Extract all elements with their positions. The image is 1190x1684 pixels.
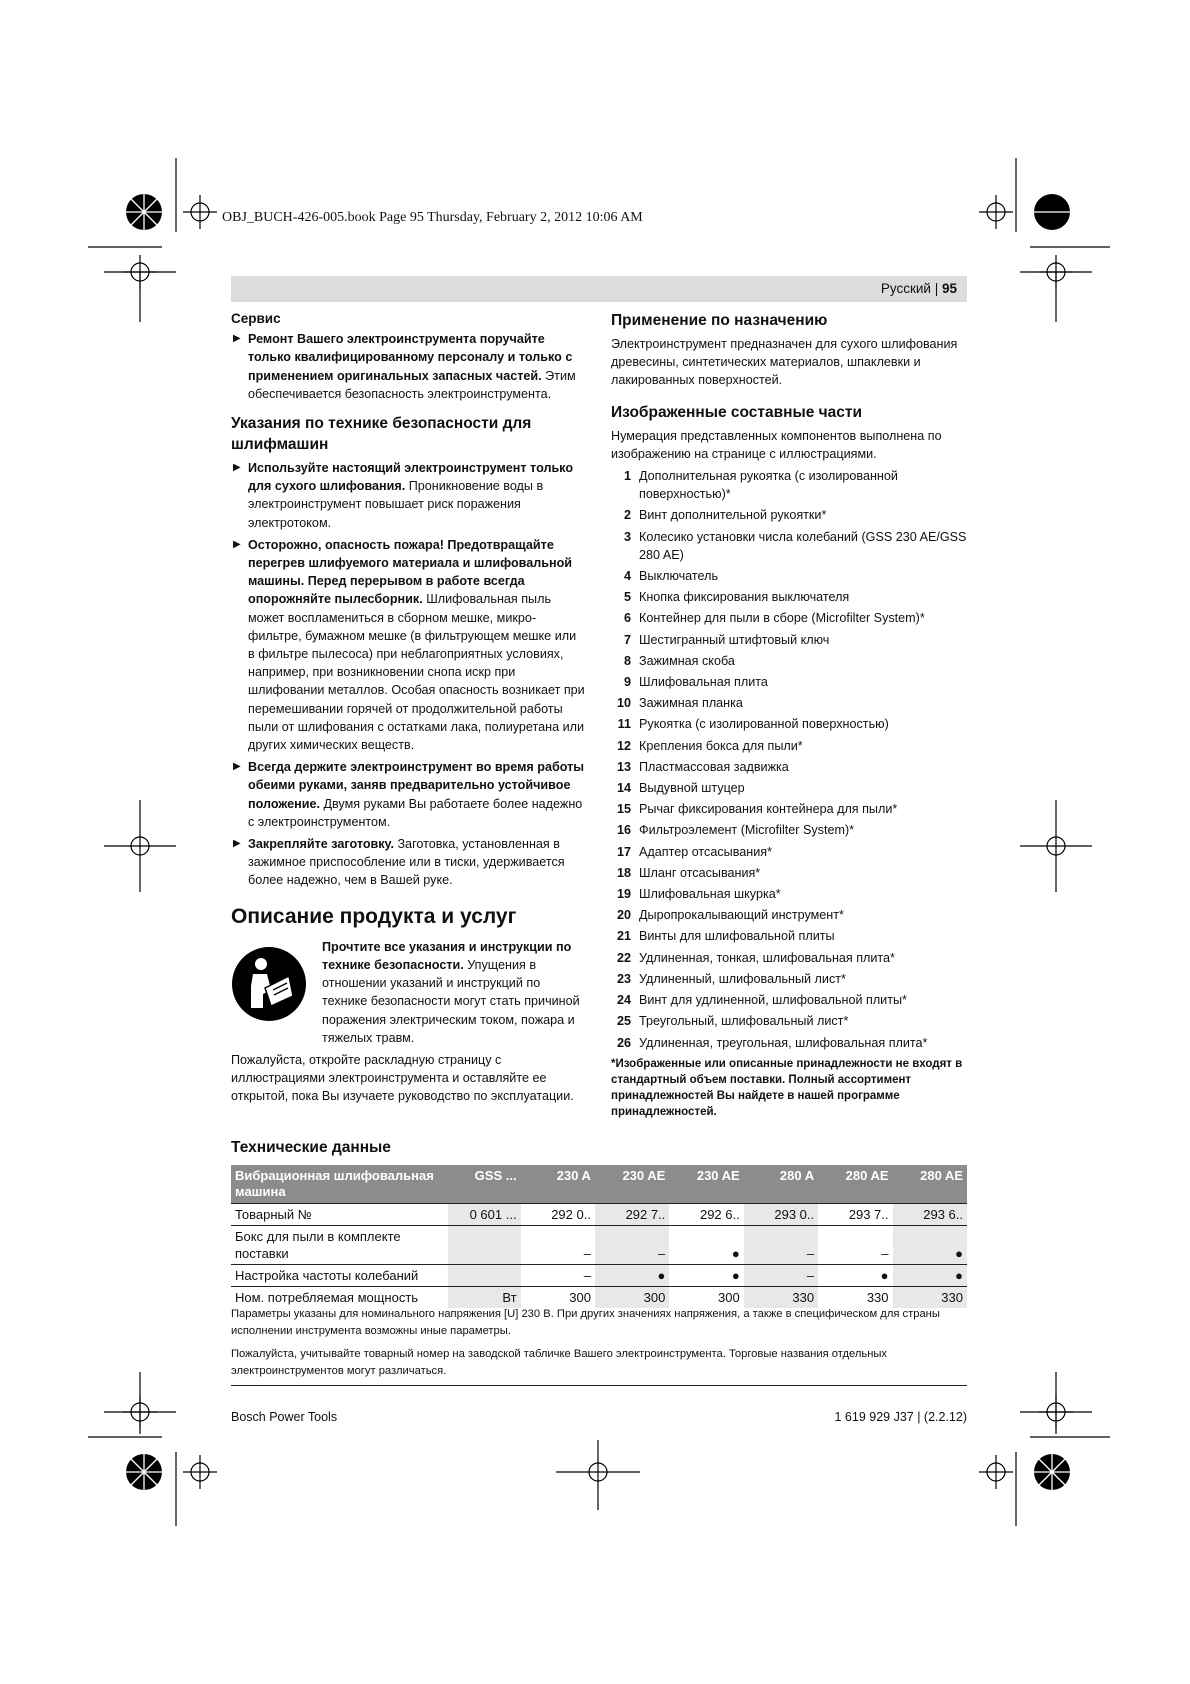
table-cell: 300 [595,1287,669,1309]
table-header: 230 AE [595,1165,669,1204]
service-bold: Ремонт Вашего электроинструмента поручайте только квалифицированному персоналу и только с применением оригинальных запасных частей. [248,332,573,383]
accessories-footnote: *Изображенные или описанные принадлежности не входят в стандартный объем поставки. Полный ассортимент принадлежностей Вы найдете в нашей программе принадлежностей. [611,1057,963,1118]
table-cell: – [521,1226,595,1265]
table-header: Вибрационная шлифовальная машина [231,1165,448,1204]
table-row [231,1226,967,1265]
safety-rest: Заготовка, установленная в зажимное приспособление или в тиски, удерживается более надежно, чем в Вашей руке. [248,837,565,888]
table-cell: 293 0.. [744,1204,818,1226]
table-cell: – [744,1226,818,1265]
service-rest: Этим обеспечивается безопасность электроинструмента. [248,368,576,401]
table-cell [448,1265,520,1287]
list-item: 20 Дыропрокалывающий инструмент* [616,908,844,923]
components-intro: Нумерация представленных компонентов выполнена по изображению на странице с иллюстрациями. [611,428,942,461]
table-cell: – [521,1265,595,1287]
table-cell: ● [669,1226,743,1265]
list-item: 10 Зажимная планка [616,696,743,711]
safety-rest: Двумя руками Вы работаете более надежно с электроинструментом. [248,796,583,829]
list-item: 11 Рукоятка (с изолированной поверхностью) [617,717,889,732]
components-title: Изображенные составные части [611,403,863,421]
list-item: 13 Пластмассовая задвижка [616,759,789,774]
list-item: 14 Выдувной штуцер [616,781,745,796]
tech-data-title: Технические данные [231,1139,391,1156]
page-number: 95 [941,281,957,296]
table-header: 230 AE [669,1165,743,1204]
table-cell: 300 [669,1287,743,1309]
table-row [231,1204,967,1226]
table-cell [448,1226,520,1265]
table-header: 280 AE [818,1165,892,1204]
list-item: 17 Адаптер отсасывания* [616,844,772,859]
table-cell: ● [669,1265,743,1287]
product-title: Описание продукта и услуг [231,904,517,928]
language-label: Русский [880,281,931,296]
page-label: Русский | 95 [880,281,957,296]
list-item: 21 Винты для шлифовальной плиты [616,929,835,944]
table-cell: – [744,1265,818,1287]
bullet-triangle-icon: ▶ [233,538,241,550]
list-item: 25 Треугольный, шлифовальный лист* [616,1014,849,1029]
table-row [231,1287,967,1309]
list-item: 9 Шлифовальная плита [623,675,768,690]
warning-rest: Упущения в отношении указаний и инструкций по технике безопасности могут стать причиной поражения электрическим током, пожара и тяжелых травм. [322,957,580,1045]
list-item: 5 Кнопка фиксирования выключателя [623,590,850,605]
table-cell: ● [893,1265,967,1287]
table-cell: 292 0.. [521,1204,595,1226]
list-item: 26 Удлиненная, треугольная, шлифовальная плита* [616,1035,928,1050]
table-cell: ● [818,1265,892,1287]
row-label: Настройка частоты колебаний [231,1265,448,1287]
safety-bullet [231,536,586,754]
footer-brand: Bosch Power Tools [231,1410,338,1424]
safety-title: Указания по технике безопасности для шлифмашин [231,415,532,454]
table-cell: 300 [521,1287,595,1309]
warning-bold: Прочтите все указания и инструкции по технике безопасности. [322,939,572,972]
list-item: 22 Удлиненная, тонкая, шлифовальная плита* [616,950,895,965]
safety-bold: Осторожно, опасность пожара! Предотвращайте перегрев шлифуемого материала и шлифовальной машины. Перед перерывом в работе всегда опорожняйте пылесборник. [248,537,573,607]
row-label: Ном. потребляемая мощность [231,1287,448,1309]
list-item: 12 Крепления бокса для пыли* [616,738,803,753]
safety-bold: Закрепляйте заготовку. [248,837,394,852]
list-item: 1 Дополнительная рукоятка (с изолированной поверхностью)* [623,469,898,502]
table-cell: 0 601 ... [448,1204,520,1226]
read-instructions-warning [231,938,586,1047]
bullet-triangle-icon: ▶ [233,838,241,850]
list-item: 2 Винт дополнительной рукоятки* [623,508,827,523]
safety-bold: Всегда держите электроинструмент во время работы обеими руками, заняв предварительно устойчивое положение. [248,760,585,811]
read-manual-icon [231,946,307,1022]
fold-out-note: Пожалуйста, откройте раскладную страницу с иллюстрациями электроинструмента и оставляйте ее открытой, пока Вы изучаете руководство по эксплуатации. [231,1052,574,1104]
table-header-row [231,1165,967,1204]
list-item: 8 Зажимная скоба [623,653,735,668]
safety-bullet [231,459,586,532]
components-list [611,467,967,1052]
table-cell: – [818,1226,892,1265]
table-row [231,1265,967,1287]
table-cell: 330 [744,1287,818,1309]
list-item: 16 Фильтроэлемент (Microfilter System)* [616,823,855,838]
safety-bullet [231,835,586,890]
table-cell: 330 [893,1287,967,1309]
list-item: 4 Выключатель [623,569,719,584]
table-cell: ● [893,1226,967,1265]
bullet-triangle-icon: ▶ [233,333,241,345]
service-title: Сервис [231,311,281,326]
tech-data-table [231,1165,967,1308]
list-item: 7 Шестигранный штифтовый ключ [623,632,830,647]
table-cell: 292 7.. [595,1204,669,1226]
row-label: Бокс для пыли в комплекте поставки [231,1226,448,1265]
table-header: GSS ... [448,1165,520,1204]
list-item: 6 Контейнер для пыли в сборе (Microfilter System)* [623,611,925,626]
bullet-triangle-icon: ▶ [233,761,241,773]
table-cell: 330 [818,1287,892,1309]
table-header: 230 A [521,1165,595,1204]
service-bullet [231,330,586,403]
left-column [231,310,586,1106]
intended-use-title: Применение по назначению [611,312,828,329]
list-item: 19 Шлифовальная шкурка* [616,887,781,902]
table-cell: – [595,1226,669,1265]
table-cell: ● [595,1265,669,1287]
article-number-note: Пожалуйста, учитывайте товарный номер на заводской табличке Вашего электроинструмента. Торговые названия отдельных электроинструментов могут различаться. [231,1348,888,1377]
list-item: 23 Удлиненный, шлифовальный лист* [616,971,846,986]
right-column [611,310,967,1120]
table-cell: 293 7.. [818,1204,892,1226]
table-cell: 293 6.. [893,1204,967,1226]
safety-bold: Используйте настоящий электроинструмент только для сухого шлифования. [248,461,574,494]
list-item: 24 Винт для удлиненной, шлифовальной плиты* [616,993,907,1008]
list-item: 18 Шланг отсасывания* [616,865,761,880]
safety-rest: Шлифовальная пыль может воспламениться в сборном мешке, микро-фильтре, бумажном мешке (в фильтрующем мешке или в фильтре пылесоса) при неблагоприятных условиях, например, при возникновении снопа искр при шлифовании металлов. Особая опасность возникает при перемешивании горячей от продолжительной работы пыли от шлифования с остатками лака, полиуретана или других химических веществ. [248,592,585,753]
safety-rest: Проникновение воды в электроинструмент повышает риск поражения электротоком. [248,479,544,530]
table-cell: 292 6.. [669,1204,743,1226]
voltage-note: Параметры указаны для номинального напряжения [U] 230 В. При других значениях напряжения, а также в специфическом для страны исполнении инструмента возможны иные параметры. [231,1308,940,1337]
list-item: 3 Колесико установки числа колебаний (GSS 230 AE/GSS 280 AE) [623,529,967,562]
footer-doc-number: 1 619 929 J37 | (2.2.12) [834,1410,967,1424]
intended-use-text: Электроинструмент предназначен для сухого шлифования древесины, синтетических материалов, шпаклевки и лакированных поверхностей. [611,337,958,388]
row-label: Товарный № [231,1204,448,1226]
table-header: 280 AE [893,1165,967,1204]
table-cell: Вт [448,1287,520,1309]
list-item: 15 Рычаг фиксирования контейнера для пыли* [616,802,898,817]
footer-rule [231,1385,967,1386]
table-header: 280 A [744,1165,818,1204]
page-header-bar [231,276,967,302]
safety-bullet [231,758,586,831]
bullet-triangle-icon: ▶ [233,462,241,474]
print-slug: OBJ_BUCH-426-005.book Page 95 Thursday, February 2, 2012 10:06 AM [222,210,643,225]
